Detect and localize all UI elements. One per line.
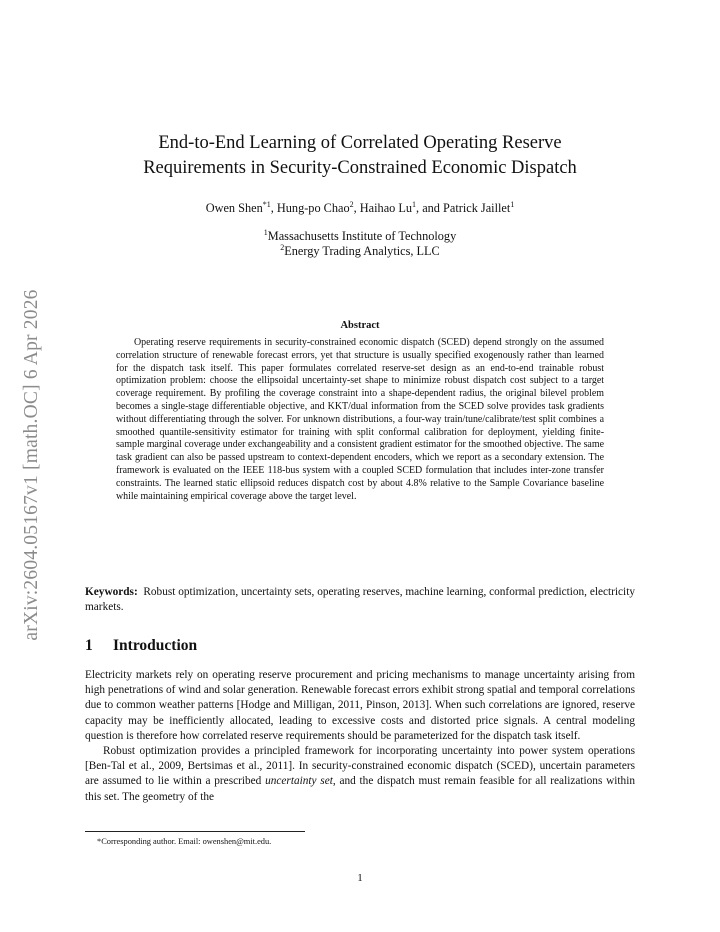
abstract-text: Operating reserve requirements in security-constrained economic dispatch (SCED) depend strongly on the assumed correlation structure of renewable forecast errors, yet that structure is usually specified exogenously rather than learned for the dispatch task itself. This paper formulates correlated reserve-set design as an end-to-end trainable robust optimization problem: choose the ellipsoidal uncertainty-set shape to minimize robust dispatch cost subject to a target coverage requirement. By profiling the coverage constraint into a shape-dependent radius, the original bilevel problem becomes a single-stage differentiable objective, and KKT/dual information from the SCED solve provides task gradients without differentiating through the solver. For unknown distributions, a four-way train/tune/calibrate/test split combines a smoothed quantile-sensitivity estimator for training with split conformal calibration for deployment, yielding finite-sample marginal coverage under exchangeability and a consistent gradient estimator for the smoothed objective. The same task gradient can also be passed upstream to context-dependent encoders, which we report as a secondary extension. The framework is evaluated on the IEEE 118-bus system with a coupled SCED formulation that includes inter-zone transfer constraints. The learned static ellipsoid reduces dispatch cost by about 4.8% relative to the Sample Covariance baseline while maintaining empirical coverage above the target level. [116, 337, 604, 502]
affiliation-name: Energy Trading Analytics, LLC [284, 244, 440, 258]
intro-p2-text: Robust optimization provides a principled framework for incorporating uncertainty into power system operations [Ben-Tal et al., 2009, Bertsimas et al., 2011]. In security-constrained economic dispatch (SCED), uncertain parameters are assumed to lie within a prescribed [85, 745, 635, 788]
author-separator: , and [416, 201, 444, 215]
intro-paragraph-1: Electricity markets rely on operating reserve procurement and pricing mechanisms to manage uncertainty arising from high penetrations of wind and solar generation. Renewable forecast errors exhibit strong spatial and temporal correlations due to common weather patterns [Hodge and Milligan, 2011, Pinson, 2013]. When such correlations are ignored, reserve capacity may be inefficiently allocated, leading to excessive costs and distorted price signals. A central modeling question is therefore how correlated reserve requirements should be parameterized for the dispatch task itself. [85, 669, 635, 742]
footnote: *Corresponding author. Email: owenshen@mit.edu. [97, 837, 272, 846]
author-name: Hung-po Chao [276, 201, 350, 215]
arxiv-side-stamp [12, 250, 52, 680]
affiliation-list [85, 229, 635, 259]
affiliation-mark: 2 [280, 242, 285, 252]
author-mark: *1 [262, 199, 271, 209]
author-name: Owen Shen [205, 201, 263, 215]
keywords-text: Robust optimization, uncertainty sets, operating reserves, machine learning, conformal prediction, electricity markets. [85, 586, 635, 613]
section-heading [85, 637, 197, 655]
keywords [85, 585, 635, 615]
footnote-divider [85, 831, 305, 832]
abstract-heading: Abstract [340, 320, 380, 331]
paper-title [85, 131, 635, 181]
title-line-1: End-to-End Learning of Correlated Operating Reserve [158, 133, 562, 153]
keywords-label: Keywords: [85, 586, 138, 598]
author-mark: 2 [349, 199, 354, 209]
section-title: Introduction [113, 637, 198, 654]
author-separator: , [353, 201, 360, 215]
arxiv-identifier: arXiv:2604.05167v1 [math.OC] 6 Apr 2026 [21, 289, 42, 641]
section-number: 1 [85, 637, 93, 654]
introduction-body [85, 668, 635, 805]
author-list [85, 200, 635, 216]
author-name: Patrick Jaillet [443, 201, 511, 215]
author-mark: 1 [412, 199, 417, 209]
author-separator: , [270, 201, 277, 215]
intro-paragraph-2 [85, 744, 635, 805]
author-name: Haihao Lu [359, 201, 413, 215]
title-line-2: Requirements in Security-Constrained Economic Dispatch [143, 158, 577, 178]
intro-p2-emphasis: uncertainty set [265, 775, 333, 788]
author-mark: 1 [510, 199, 515, 209]
affiliation [85, 229, 635, 244]
affiliation-name: Massachusetts Institute of Technology [267, 229, 457, 243]
affiliation [85, 244, 635, 259]
affiliation-mark: 1 [263, 227, 268, 237]
intro-p2-text-end: , and the dispatch must remain feasible for all realizations within this set. The geometry of the [85, 775, 635, 803]
page-number: 1 [357, 872, 363, 884]
